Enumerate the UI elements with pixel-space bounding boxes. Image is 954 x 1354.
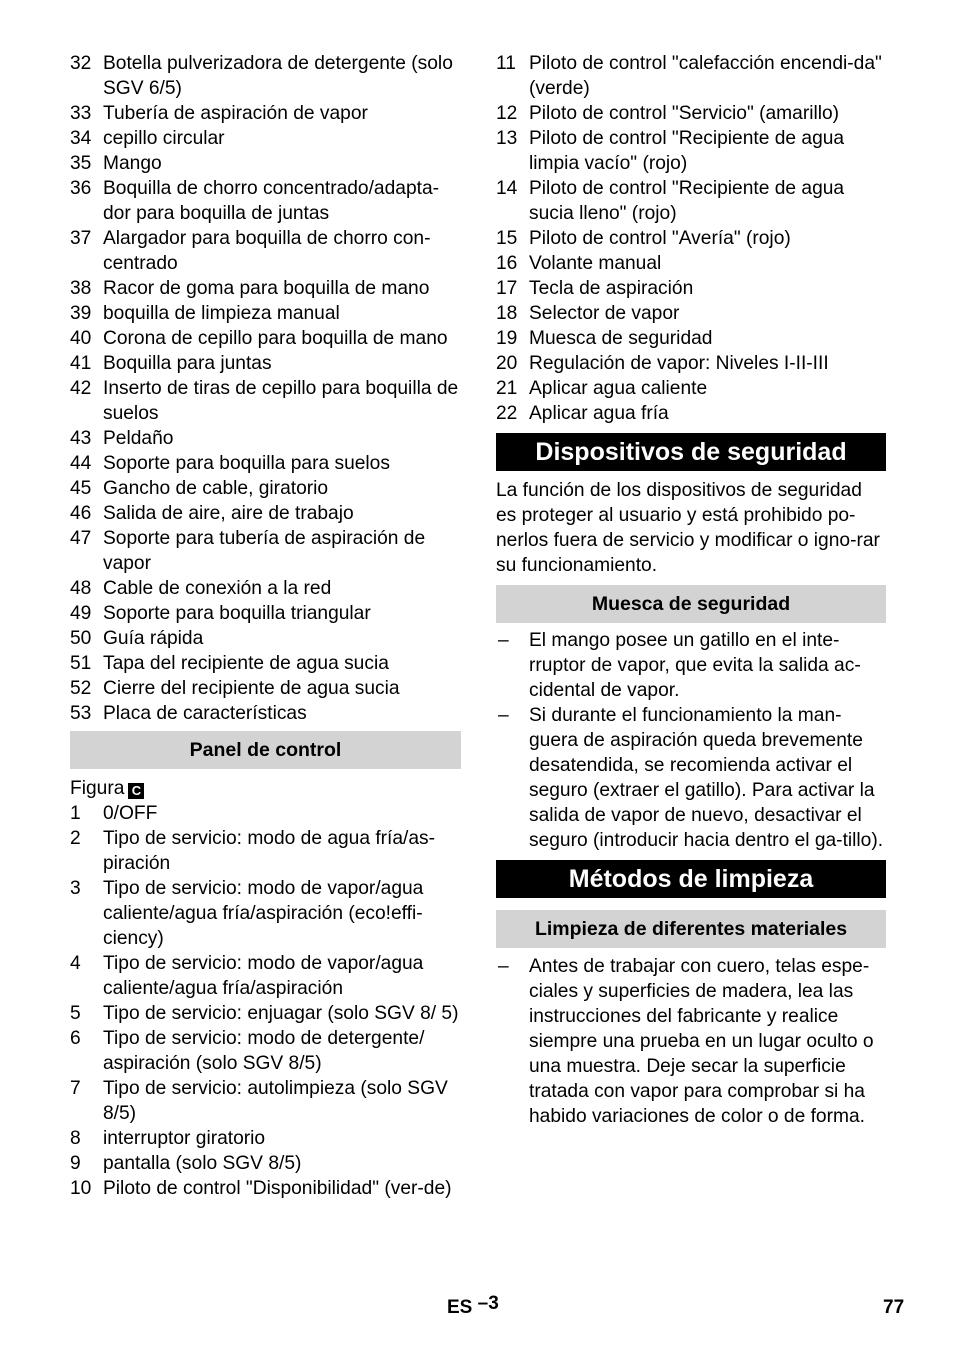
item-number: 14 xyxy=(496,178,518,199)
list-item xyxy=(70,426,461,451)
item-number: 21 xyxy=(496,378,518,399)
item-text: Tipo de servicio: modo de agua fría/as-piración xyxy=(103,828,436,874)
list-item xyxy=(70,526,461,576)
list-item xyxy=(496,376,886,401)
item-number: 46 xyxy=(70,503,92,524)
item-number: 22 xyxy=(496,403,518,424)
list-item xyxy=(70,601,461,626)
item-text: Soporte para tubería de aspiración de vapor xyxy=(103,528,426,574)
left-column xyxy=(70,51,461,1201)
bullet-text: Antes de trabajar con cuero, telas espe-ciales y superficies de madera, lea las instrucciones del fabricante y realice siempre una prueba en un lugar oculto o una muestra. Deje secar la superficie tratada con vapor para comprobar si ha habido variaciones de color o de forma. xyxy=(529,956,874,1127)
bullet-item xyxy=(496,628,886,703)
figure-label: Figura xyxy=(70,778,125,799)
item-number: 20 xyxy=(496,353,518,374)
item-text: Piloto de control "calefacción encendi-da" (verde) xyxy=(529,53,882,99)
footer-section-page: 3 xyxy=(488,1293,499,1314)
parts-list xyxy=(70,51,461,726)
item-text: Gancho de cable, giratorio xyxy=(103,478,329,499)
safety-intro: La función de los dispositivos de seguridad es proteger al usuario y está prohibido po-nerlos fuera de servicio y modificar o igno-rar su funcionamiento. xyxy=(496,480,880,576)
page-number: 77 xyxy=(883,1297,905,1318)
item-number: 19 xyxy=(496,328,518,349)
item-number: 11 xyxy=(496,53,516,74)
control-list-continued xyxy=(496,51,886,426)
item-text: Aplicar agua caliente xyxy=(529,378,708,399)
item-text: Mango xyxy=(103,153,162,174)
item-number: 53 xyxy=(70,703,92,724)
item-text: boquilla de limpieza manual xyxy=(103,303,340,324)
item-number: 12 xyxy=(496,103,518,124)
list-item xyxy=(496,351,886,376)
list-item xyxy=(496,51,886,101)
item-text: Tapa del recipiente de agua sucia xyxy=(103,653,389,674)
list-item xyxy=(70,351,461,376)
item-text: Soporte para boquilla triangular xyxy=(103,603,371,624)
item-text: Tubería de aspiración de vapor xyxy=(103,103,368,124)
list-item xyxy=(496,251,886,276)
item-text: Cierre del recipiente de agua sucia xyxy=(103,678,400,699)
control-list xyxy=(70,801,461,1201)
list-item xyxy=(496,126,886,176)
list-item xyxy=(70,101,461,126)
item-text: Piloto de control "Servicio" (amarillo) xyxy=(529,103,840,124)
item-number: 2 xyxy=(70,828,81,849)
materials-cleaning-heading: Limpieza de diferentes materiales xyxy=(496,910,886,948)
item-text: Piloto de control "Avería" (rojo) xyxy=(529,228,791,249)
safety-devices-heading: Dispositivos de seguridad xyxy=(496,433,886,471)
list-item xyxy=(496,176,886,226)
right-column xyxy=(496,51,886,1129)
item-text: interruptor giratorio xyxy=(103,1128,266,1149)
bullet-text: El mango posee un gatillo en el inte-rruptor de vapor, que evita la salida ac-cidental de vapor. xyxy=(529,630,861,701)
item-text: Tecla de aspiración xyxy=(529,278,694,299)
list-item xyxy=(70,451,461,476)
item-text: Aplicar agua fría xyxy=(529,403,669,424)
cleaning-methods-heading: Métodos de limpieza xyxy=(496,860,886,898)
list-item xyxy=(70,626,461,651)
list-item xyxy=(70,476,461,501)
item-number: 38 xyxy=(70,278,92,299)
item-number: 51 xyxy=(70,653,92,674)
list-item xyxy=(70,701,461,726)
item-number: 17 xyxy=(496,278,518,299)
materials-cleaning-list xyxy=(496,954,886,1129)
item-number: 36 xyxy=(70,178,92,199)
item-text: Botella pulverizadora de detergente (solo SGV 6/5) xyxy=(103,53,453,99)
item-text: Tipo de servicio: modo de vapor/agua caliente/agua fría/aspiración xyxy=(103,953,424,999)
item-text: Tipo de servicio: modo de detergente/ aspiración (solo SGV 8/5) xyxy=(103,1028,425,1074)
item-number: 33 xyxy=(70,103,92,124)
item-text: Tipo de servicio: enjuagar (solo SGV 8/ 5) xyxy=(103,1003,459,1024)
item-number: 32 xyxy=(70,53,92,74)
list-item xyxy=(70,376,461,426)
item-text: Regulación de vapor: Niveles I-II-III xyxy=(529,353,829,374)
list-item xyxy=(70,801,461,826)
item-text: Piloto de control "Disponibilidad" (ver-de) xyxy=(103,1178,452,1199)
item-text: Peldaño xyxy=(103,428,174,449)
item-number: 7 xyxy=(70,1078,81,1099)
item-number: 3 xyxy=(70,878,81,899)
control-panel-heading: Panel de control xyxy=(70,731,461,769)
list-item xyxy=(70,326,461,351)
footer-language: ES xyxy=(447,1297,473,1318)
item-text: Cable de conexión a la red xyxy=(103,578,332,599)
list-item xyxy=(70,1126,461,1151)
item-number: 15 xyxy=(496,228,518,249)
list-item xyxy=(70,151,461,176)
item-number: 16 xyxy=(496,253,518,274)
bullet-item xyxy=(496,703,886,853)
item-number: 4 xyxy=(70,953,81,974)
safety-notch-list xyxy=(496,628,886,853)
item-number: 41 xyxy=(70,353,92,374)
item-text: 0/OFF xyxy=(103,803,158,824)
list-item xyxy=(70,676,461,701)
dash-bullet: – xyxy=(498,705,509,726)
dash-bullet: – xyxy=(498,956,509,977)
item-number: 18 xyxy=(496,303,518,324)
figure-letter-badge: C xyxy=(128,783,144,799)
bullet-text: Si durante el funcionamiento la man-guera de aspiración queda brevemente desatendida, se recomienda activar el seguro (extraer el gatillo). Para activar la salida de vapor de nuevo, desactivar el seguro (introducir hacia dentro el ga-tillo). xyxy=(529,705,884,851)
list-item xyxy=(70,276,461,301)
item-number: 6 xyxy=(70,1028,81,1049)
list-item xyxy=(70,1176,461,1201)
footer-section-marker xyxy=(447,1293,499,1319)
figure-reference xyxy=(70,776,461,801)
list-item xyxy=(70,176,461,226)
footer-separator: – xyxy=(477,1293,489,1314)
item-text: Boquilla de chorro concentrado/adapta-dor para boquilla de juntas xyxy=(103,178,440,224)
list-item xyxy=(70,651,461,676)
item-number: 49 xyxy=(70,603,92,624)
item-number: 42 xyxy=(70,378,92,399)
list-item xyxy=(70,1076,461,1126)
list-item xyxy=(70,1026,461,1076)
list-item xyxy=(70,501,461,526)
item-number: 47 xyxy=(70,528,92,549)
item-text: Salida de aire, aire de trabajo xyxy=(103,503,354,524)
item-text: cepillo circular xyxy=(103,128,225,149)
item-number: 45 xyxy=(70,478,92,499)
item-text: Boquilla para juntas xyxy=(103,353,272,374)
item-number: 5 xyxy=(70,1003,81,1024)
item-text: pantalla (solo SGV 8/5) xyxy=(103,1153,302,1174)
item-number: 10 xyxy=(70,1178,92,1199)
list-item xyxy=(70,226,461,276)
item-text: Selector de vapor xyxy=(529,303,680,324)
item-text: Muesca de seguridad xyxy=(529,328,713,349)
item-number: 37 xyxy=(70,228,92,249)
item-number: 8 xyxy=(70,1128,81,1149)
item-number: 52 xyxy=(70,678,92,699)
item-text: Placa de características xyxy=(103,703,307,724)
item-number: 34 xyxy=(70,128,92,149)
list-item xyxy=(496,326,886,351)
item-number: 40 xyxy=(70,328,92,349)
item-text: Piloto de control "Recipiente de agua limpia vacío" (rojo) xyxy=(529,128,845,174)
list-item xyxy=(496,401,886,426)
item-text: Tipo de servicio: autolimpieza (solo SGV 8/5) xyxy=(103,1078,448,1124)
item-text: Volante manual xyxy=(529,253,662,274)
item-number: 50 xyxy=(70,628,92,649)
item-text: Soporte para boquilla para suelos xyxy=(103,453,390,474)
list-item xyxy=(496,101,886,126)
list-item xyxy=(70,51,461,101)
bullet-item xyxy=(496,954,886,1129)
list-item xyxy=(70,876,461,951)
item-text: Guía rápida xyxy=(103,628,204,649)
list-item xyxy=(70,126,461,151)
dash-bullet: – xyxy=(498,630,509,651)
list-item xyxy=(70,301,461,326)
item-number: 39 xyxy=(70,303,92,324)
item-number: 43 xyxy=(70,428,92,449)
list-item xyxy=(70,576,461,601)
item-text: Inserto de tiras de cepillo para boquilla de suelos xyxy=(103,378,459,424)
list-item xyxy=(70,951,461,1001)
list-item xyxy=(496,301,886,326)
item-text: Corona de cepillo para boquilla de mano xyxy=(103,328,448,349)
item-text: Racor de goma para boquilla de mano xyxy=(103,278,430,299)
item-text: Alargador para boquilla de chorro con-centrado xyxy=(103,228,431,274)
safety-notch-heading: Muesca de seguridad xyxy=(496,585,886,623)
item-number: 1 xyxy=(70,803,81,824)
item-number: 13 xyxy=(496,128,518,149)
item-number: 44 xyxy=(70,453,92,474)
list-item xyxy=(70,1001,461,1026)
item-number: 9 xyxy=(70,1153,81,1174)
item-number: 48 xyxy=(70,578,92,599)
list-item xyxy=(70,826,461,876)
item-number: 35 xyxy=(70,153,92,174)
list-item xyxy=(496,276,886,301)
list-item xyxy=(70,1151,461,1176)
item-text: Piloto de control "Recipiente de agua sucia lleno" (rojo) xyxy=(529,178,845,224)
list-item xyxy=(496,226,886,251)
item-text: Tipo de servicio: modo de vapor/agua caliente/agua fría/aspiración (eco!effi-ciency) xyxy=(103,878,424,949)
